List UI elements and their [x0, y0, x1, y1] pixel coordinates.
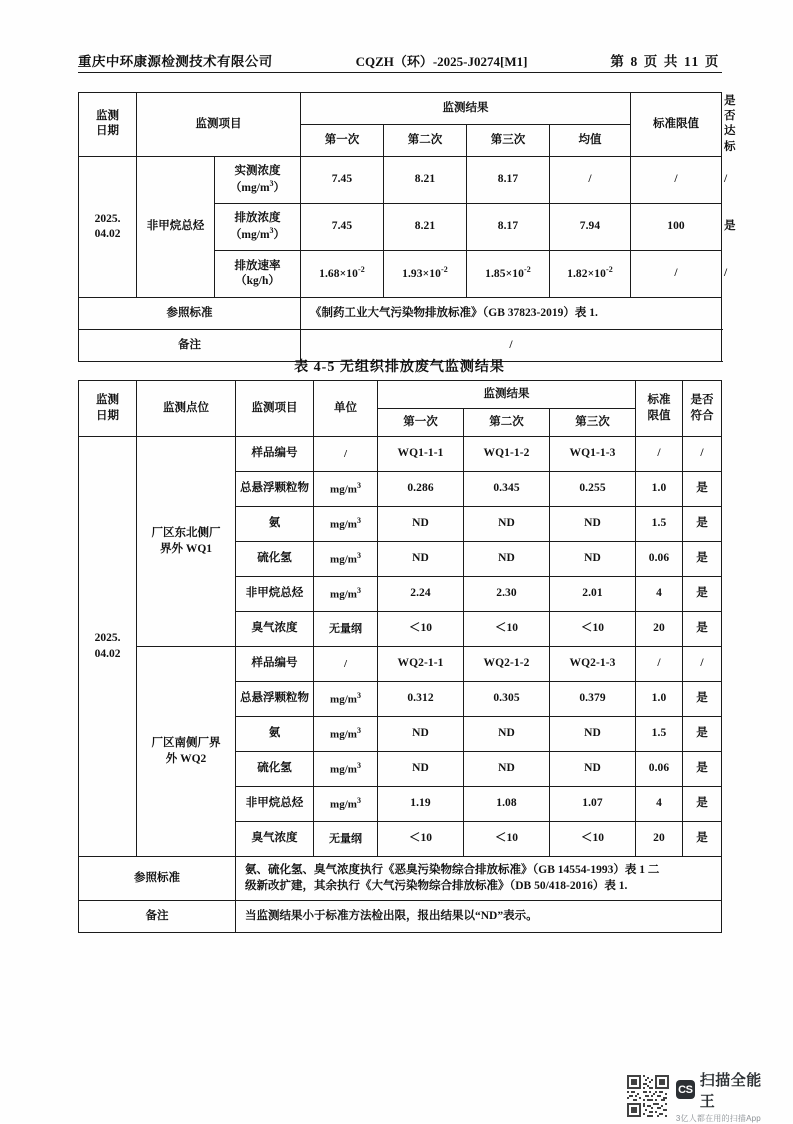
- cell-metric-name: 实测浓度 $(mg/m^3)$: [215, 156, 301, 203]
- cell-unit: $mg/m^3$: [314, 542, 378, 577]
- cell-run3: 1.07: [550, 787, 636, 822]
- cell-item: 氨: [236, 717, 314, 752]
- cell-limit: 4: [636, 577, 683, 612]
- cell-run1: 1.19: [378, 787, 464, 822]
- cell-run1: WQ2-1-1: [378, 647, 464, 682]
- cell-unit: /: [314, 437, 378, 472]
- cell-run1: 0.312: [378, 682, 464, 717]
- cell-run1: ND: [378, 507, 464, 542]
- cell-pass: 是: [683, 577, 722, 612]
- camscanner-text-block: [676, 1069, 777, 1124]
- cell-pass: 是: [683, 682, 722, 717]
- cell-pass: 是: [683, 542, 722, 577]
- cell-run3: 8.17: [467, 203, 550, 250]
- table-header-row: [79, 381, 722, 409]
- col-header-run1: 第一次: [378, 409, 464, 437]
- cell-run1: ND: [378, 717, 464, 752]
- report-code: CQZH（环）-2025-J0274[M1]: [355, 54, 528, 69]
- cell-unit: $mg/m^3$: [314, 577, 378, 612]
- table-4-5-title: 表 4-5 无组织排放废气监测结果: [294, 360, 505, 375]
- cell-run2: ND: [464, 717, 550, 752]
- camscanner-app-name: 扫描全能王: [699, 1071, 762, 1110]
- cell-pass: 是: [683, 472, 722, 507]
- metric-unit: $(mg/m^3)$: [229, 225, 286, 241]
- cell-run2: ND: [464, 507, 550, 542]
- cell-run3: WQ1-1-3: [550, 437, 636, 472]
- cell-run3: 8.17: [467, 156, 550, 203]
- cell-unit: /: [314, 647, 378, 682]
- remark-label: 备注: [79, 901, 236, 933]
- cell-run3: 0.379: [550, 682, 636, 717]
- cell-unit: $mg/m^3$: [314, 752, 378, 787]
- company-name: 重庆中环康源检测技术有限公司: [77, 54, 273, 69]
- col-header-mean: 均值: [550, 124, 631, 156]
- cell-item: 非甲烷总烃: [236, 787, 314, 822]
- cell-metric-name: 排放浓度 $(mg/m^3)$: [215, 203, 301, 250]
- cell-limit: 20: [636, 612, 683, 647]
- cell-run1: ND: [378, 752, 464, 787]
- cell-run2: 8.21: [384, 156, 467, 203]
- cell-pass: 是: [683, 752, 722, 787]
- cell-limit: 1.0: [636, 682, 683, 717]
- col-header-date: 监测 日期: [79, 381, 137, 437]
- reference-value: 氨、硫化氢、臭气浓度执行《恶臭污染物综合排放标准》（GB 14554-1993）表 1 二 级新改扩建，其余执行《大气污染物综合排放标准》（DB 50/418-2016）表 1.: [236, 857, 722, 901]
- col-header-pass: 是否 符合: [683, 381, 722, 437]
- cell-date: 2025. 04.02: [79, 156, 137, 297]
- cell-pass: 是: [683, 822, 722, 857]
- cell-run2: $1.93\times 10^{-2}$: [384, 250, 467, 297]
- cell-run1: ND: [378, 542, 464, 577]
- cell-limit: 1.5: [636, 507, 683, 542]
- cell-item: 硫化氢: [236, 542, 314, 577]
- header-divider: [78, 72, 722, 73]
- cell-monitoring-point: 厂区东北侧厂 界外 WQ1: [137, 437, 236, 647]
- cell-limit: 1.5: [636, 717, 683, 752]
- cell-pass: /: [683, 437, 722, 472]
- col-header-unit: 单位: [314, 381, 378, 437]
- cell-monitoring-point: 厂区南侧厂界 外 WQ2: [137, 647, 236, 857]
- table-row: 排放浓度 $(mg/m^3)$ 7.45 8.21 8.17 7.94 100 是: [79, 203, 722, 250]
- table-row: [79, 437, 722, 472]
- reference-row: [79, 297, 722, 329]
- cell-run1: 2.24: [378, 577, 464, 612]
- remark-row: [79, 901, 722, 933]
- cell-unit: $mg/m^3$: [314, 787, 378, 822]
- table-row: [79, 647, 722, 682]
- col-header-item: 监测项目: [236, 381, 314, 437]
- page-header: [78, 44, 720, 70]
- reference-value: 《制药工业大气污染物排放标准》（GB 37823-2019）表 1.: [301, 297, 722, 329]
- cell-item: 总悬浮颗粒物: [236, 682, 314, 717]
- cell-pass: 是: [683, 717, 722, 752]
- cell-run1: ＜10: [378, 612, 464, 647]
- reference-label: 参照标准: [79, 297, 301, 329]
- col-header-date: 监测 日期: [79, 93, 137, 157]
- cell-run3: $1.85\times 10^{-2}$: [467, 250, 550, 297]
- remark-label: 备注: [79, 329, 301, 361]
- organized-exhaust-table: [78, 92, 736, 362]
- cell-run3: ND: [550, 752, 636, 787]
- page-number: 第 8 页 共 11 页: [610, 54, 720, 69]
- cell-run2: 1.08: [464, 787, 550, 822]
- cell-item: 样品编号: [236, 437, 314, 472]
- cell-run3: ＜10: [550, 822, 636, 857]
- metric-unit: $(mg/m^3)$: [229, 178, 286, 194]
- cell-run2: WQ1-1-2: [464, 437, 550, 472]
- col-header-run2: 第二次: [384, 124, 467, 156]
- reference-row: [79, 857, 722, 901]
- cell-unit: $mg/m^3$: [314, 507, 378, 542]
- cell-limit: 0.06: [636, 542, 683, 577]
- cell-pass: 是: [683, 787, 722, 822]
- cell-unit: 无量纲: [314, 822, 378, 857]
- cell-limit: /: [631, 156, 722, 203]
- cell-run3: WQ2-1-3: [550, 647, 636, 682]
- cell-limit: 1.0: [636, 472, 683, 507]
- col-header-point: 监测点位: [137, 381, 236, 437]
- cell-run3: ＜10: [550, 612, 636, 647]
- cell-unit: $mg/m^3$: [314, 682, 378, 717]
- cell-run1: $1.68\times 10^{-2}$: [301, 250, 384, 297]
- cell-run2: 8.21: [384, 203, 467, 250]
- cell-run2: 2.30: [464, 577, 550, 612]
- cell-run2: 0.305: [464, 682, 550, 717]
- cell-mean: /: [550, 156, 631, 203]
- cell-run2: ＜10: [464, 612, 550, 647]
- cell-pass: 是: [683, 507, 722, 542]
- cell-run1: 0.286: [378, 472, 464, 507]
- cell-run3: ND: [550, 507, 636, 542]
- col-header-run2: 第二次: [464, 409, 550, 437]
- camscanner-logo-icon: CS: [676, 1080, 695, 1099]
- cell-unit: $mg/m^3$: [314, 472, 378, 507]
- cell-item: 非甲烷总烃: [236, 577, 314, 612]
- remark-value: 当监测结果小于标准方法检出限，报出结果以“ND”表示。: [236, 901, 722, 933]
- col-header-limit: 标准 限值: [636, 381, 683, 437]
- col-header-limit: 标准限值: [631, 93, 722, 157]
- table-row: 2025. 04.02 非甲烷总烃 实测浓度 $(mg/m^3)$ 7.45 8.21 8.17 / / /: [79, 156, 722, 203]
- cell-run2: ＜10: [464, 822, 550, 857]
- cell-item: 臭气浓度: [236, 612, 314, 647]
- cell-pass: 是: [683, 612, 722, 647]
- cell-run1: ＜10: [378, 822, 464, 857]
- cell-run2: ND: [464, 752, 550, 787]
- table-header-row: 监测 日期 监测项目 监测结果 标准限值 是否达标: [79, 93, 722, 125]
- cell-pass: /: [683, 647, 722, 682]
- cell-run2: ND: [464, 542, 550, 577]
- cell-mean: 7.94: [550, 203, 631, 250]
- cell-run3: 2.01: [550, 577, 636, 612]
- cell-mean: $1.82\times 10^{-2}$: [550, 250, 631, 297]
- cell-run1: 7.45: [301, 156, 384, 203]
- cell-limit: 100: [631, 203, 722, 250]
- col-header-run1: 第一次: [301, 124, 384, 156]
- cell-pollutant: 非甲烷总烃: [137, 156, 215, 297]
- cell-run1: WQ1-1-1: [378, 437, 464, 472]
- cell-date: 2025. 04.02: [79, 437, 137, 857]
- table-row: 排放速率 （kg/h） $1.68\times 10^{-2}$ $1.93\times 10^{-2}$ $1.85\times 10^{-2}$ $1.82\times 10^{-2}$ / /: [79, 250, 722, 297]
- cell-metric-name: 排放速率 （kg/h）: [215, 250, 301, 297]
- cell-item: 样品编号: [236, 647, 314, 682]
- col-header-run3: 第三次: [467, 124, 550, 156]
- cell-unit: $mg/m^3$: [314, 717, 378, 752]
- cell-run2: 0.345: [464, 472, 550, 507]
- cell-item: 臭气浓度: [236, 822, 314, 857]
- cell-run3: ND: [550, 542, 636, 577]
- col-header-results: 监测结果: [378, 381, 636, 409]
- cell-limit: /: [636, 437, 683, 472]
- cell-run1: 7.45: [301, 203, 384, 250]
- cell-limit: 4: [636, 787, 683, 822]
- cell-limit: /: [636, 647, 683, 682]
- col-header-run3: 第三次: [550, 409, 636, 437]
- col-header-item: 监测项目: [137, 93, 301, 157]
- metric-unit: （kg/h）: [235, 274, 280, 287]
- cell-run3: 0.255: [550, 472, 636, 507]
- cell-limit: 0.06: [636, 752, 683, 787]
- remark-value: /: [301, 329, 722, 361]
- reference-label: 参照标准: [79, 857, 236, 901]
- cell-item: 总悬浮颗粒物: [236, 472, 314, 507]
- cell-run3: ND: [550, 717, 636, 752]
- cell-item: 氨: [236, 507, 314, 542]
- cell-unit: 无量纲: [314, 612, 378, 647]
- col-header-results: 监测结果: [301, 93, 631, 125]
- cell-item: 硫化氢: [236, 752, 314, 787]
- cell-limit: 20: [636, 822, 683, 857]
- cell-run2: WQ2-1-2: [464, 647, 550, 682]
- fugitive-emission-table: [78, 380, 722, 933]
- camscanner-tagline: 3亿人都在用的扫描App: [675, 1113, 761, 1123]
- camscanner-watermark: [627, 1071, 777, 1123]
- qr-code-icon: [627, 1075, 669, 1117]
- cell-limit: /: [631, 250, 722, 297]
